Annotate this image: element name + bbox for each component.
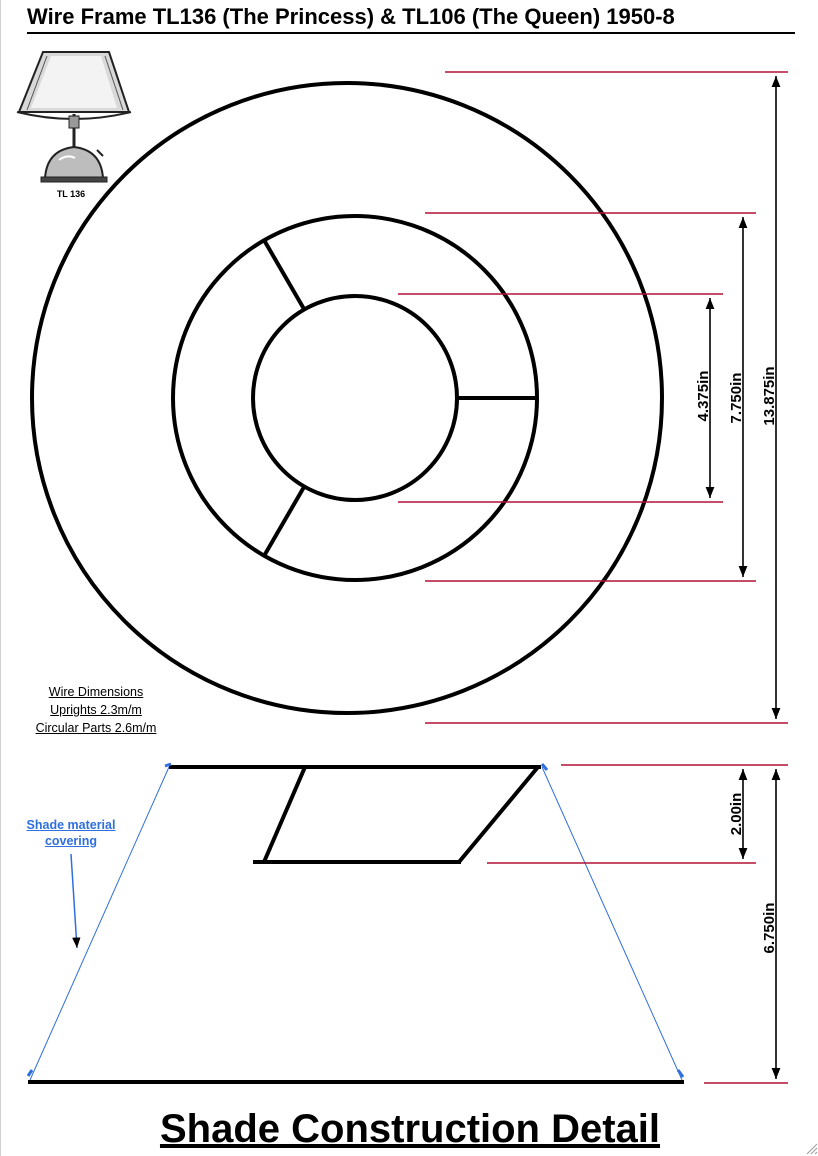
middle-diameter-label: 7.750in <box>728 372 745 424</box>
material-end-ticks <box>28 764 683 1077</box>
page-title: Wire Frame TL136 (The Princess) & TL106 (The Queen) 1950-8 <box>27 2 795 34</box>
material-note <box>15 817 127 849</box>
material-note-line1: Shade material <box>26 818 116 832</box>
outer-diameter-label: 13.875in <box>761 366 778 426</box>
inner-diameter-label: 4.375in <box>695 370 712 422</box>
lamp-illustration-icon <box>17 52 131 182</box>
section-title: Shade Construction Detail <box>159 1107 661 1151</box>
material-pointer-arrow <box>71 854 77 948</box>
frame-spokes <box>264 240 537 556</box>
wire-dimensions-uprights: Uprights 2.3m/m <box>50 703 142 717</box>
inner-ring <box>253 296 457 500</box>
outer-ring <box>32 83 662 713</box>
wire-dimensions-note <box>21 683 171 737</box>
lamp-caption: TL 136 <box>56 189 86 199</box>
wire-dimensions-heading: Wire Dimensions <box>48 685 144 699</box>
gallery-height-label: 2.00in <box>728 792 745 836</box>
construction-drawing <box>1 0 818 1156</box>
shade-material-lines <box>30 767 682 1080</box>
shade-height-label: 6.750in <box>761 902 778 954</box>
material-note-line2: covering <box>44 834 98 848</box>
wire-dimensions-circular: Circular Parts 2.6m/m <box>35 721 157 735</box>
shade-elevation <box>28 767 684 1082</box>
